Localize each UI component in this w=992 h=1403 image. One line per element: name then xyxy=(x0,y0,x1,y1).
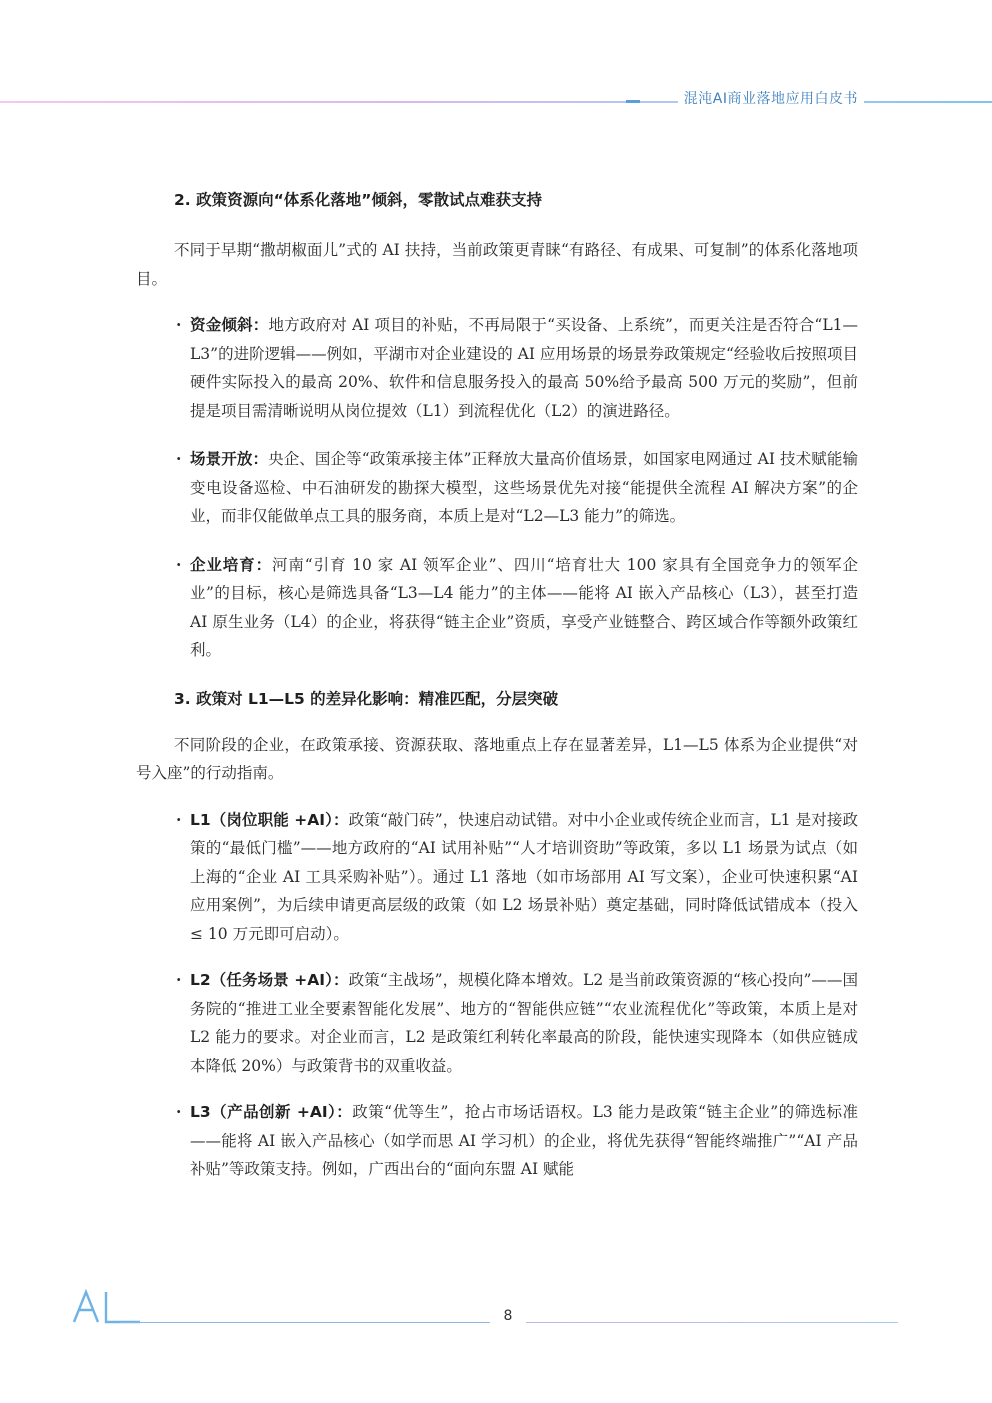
bullet-dot: · xyxy=(176,1102,182,1121)
list-item xyxy=(174,1098,858,1184)
list-item xyxy=(174,966,858,1080)
bullet-text: 政策“优等生”，抢占市场话语权。L3 能力是政策“链主企业”的筛选标准——能将 AI 嵌入产品核心（如学而思 AI 学习机）的企业，将优先获得“智能终端推广”“AI 产品补贴”等政策支持。例如，广西出台的“面向东盟 AI 赋能 xyxy=(190,1103,859,1178)
bullet-lead: L1（岗位职能 +AI）： xyxy=(190,810,349,829)
footer-rule-right xyxy=(526,1322,898,1323)
bullet-dot: · xyxy=(176,809,182,829)
bullet-lead: 场景开放： xyxy=(190,450,269,468)
footer-rule-left xyxy=(120,1322,490,1323)
header-title: 混沌AI商业落地应用白皮书 xyxy=(678,88,864,108)
ai-logo-icon xyxy=(0,1286,140,1336)
bullet-lead: 资金倾斜： xyxy=(190,316,269,334)
bullet-dot: · xyxy=(176,449,182,468)
section-intro: 不同阶段的企业，在政策承接、资源获取、落地重点上存在显著差异，L1—L5 体系为企业提供“对号入座”的行动指南。 xyxy=(136,735,858,782)
bullet-text: 河南“引育 10 家 AI 领军企业”、四川“培育壮大 100 家具有全国竞争力的领军企业”的目标，核心是筛选具备“L3—L4 能力”的主体——能将 AI 嵌入产品核心（L3），甚至打造 AI 原生业务（L4）的企业，将获得“链主企业”资质，享受产业链整合、跨区域合作等额外政策红利。 xyxy=(190,555,858,659)
bullet-text: 地方政府对 AI 项目的补贴，不再局限于“买设备、上系统”，而更关注是否符合“L1—L3”的进阶逻辑——例如，平湖市对企业建设的 AI 应用场景的场景券政策规定“经验收后按照项目硬件实际投入的最高 20%、软件和信息服务投入的最高 50%给予最高 500 万元的奖励”，但前提是项目需清晰说明从岗位提效（L1）到流程优化（L2）的演进路径。 xyxy=(190,316,858,420)
bullet-dot: · xyxy=(176,970,182,989)
bullet-text: 政策“敲门砖”，快速启动试错。对中小企业或传统企业而言，L1 是对接政策的“最低门槛”——地方政府的“AI 试用补贴”“人才培训资助”等政策，多以 L1 场景为试点（如上海的“企业 AI 工具采购补贴”）。通过 L1 落地（如市场部用 AI 写文案），企业可快速积累“AI 应用案例”，为后续申请更高层级的政策（如 L2 场景补贴）奠定基础，同时降低试错成本（投入≤ 10 万元即可启动）。 xyxy=(190,810,859,943)
list-item xyxy=(174,445,858,531)
list-item xyxy=(174,551,858,665)
bullet-text: 政策“主战场”，规模化降本增效。L2 是当前政策资源的“核心投向”——国务院的“推进工业全要素智能化发展”、地方的“智能供应链”“农业流程优化”等政策，本质上是对 L2 能力的要求。对企业而言，L2 是政策红利转化率最高的阶段，能快速实现降本（如供应链成本降低 20%）与政策背书的双重收益。 xyxy=(190,971,859,1075)
bullet-dot: · xyxy=(176,315,182,334)
section-intro: 不同于早期“撒胡椒面儿”式的 AI 扶持，当前政策更青睐“有路径、有成果、可复制”的体系化落地项目。 xyxy=(136,241,858,288)
bullet-lead: L2（任务场景 +AI）： xyxy=(190,971,349,989)
bullet-text: 央企、国企等“政策承接主体”正释放大量高价值场景，如国家电网通过 AI 技术赋能输变电设备巡检、中石油研发的勘探大模型，这些场景优先对接“能提供全流程 AI 解决方案”的企业，而非仅能做单点工具的服务商，本质上是对“L2—L3 能力”的筛选。 xyxy=(190,450,858,525)
section-heading: 3. 政策对 L1—L5 的差异化影响：精准匹配，分层突破 xyxy=(174,689,559,708)
bullet-lead: L3（产品创新 +AI）： xyxy=(190,1103,353,1121)
section-heading: 2. 政策资源向“体系化落地”倾斜，零散试点难获支持 xyxy=(174,191,542,209)
logo-text: AI xyxy=(0,1286,2,1287)
page-content xyxy=(136,186,858,1184)
bullet-lead: 企业培育： xyxy=(190,555,272,574)
bullet-dot: · xyxy=(176,554,182,574)
list-item xyxy=(174,311,858,425)
page-number: 8 xyxy=(503,1308,513,1324)
list-item xyxy=(174,806,858,949)
header-rule-tick xyxy=(626,100,640,103)
